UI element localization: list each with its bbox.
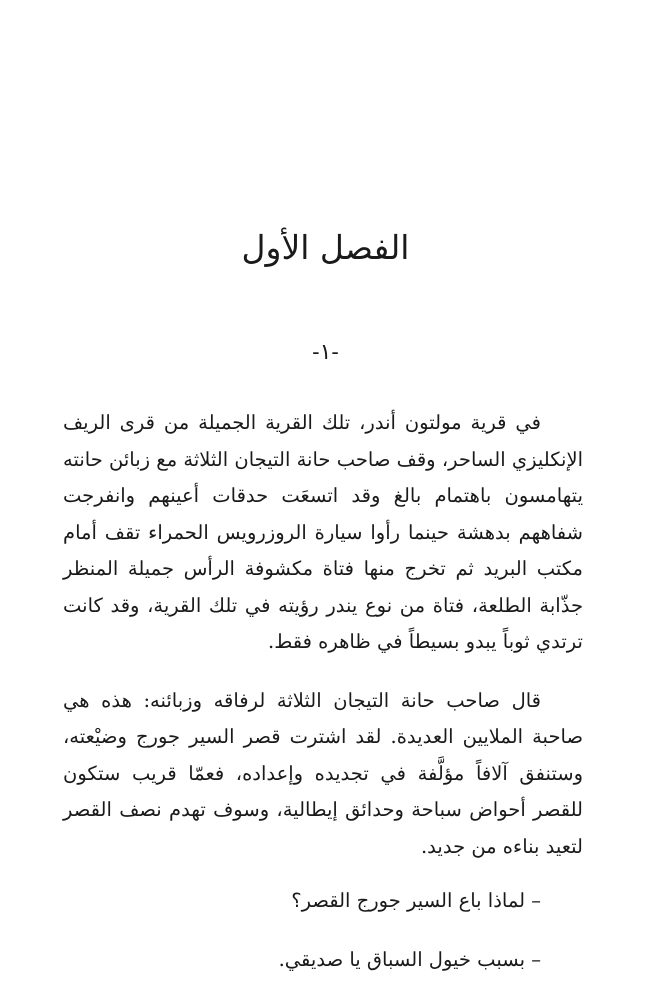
body-text (63, 405, 583, 978)
paragraph-1: في قرية مولتون أندر، تلك القرية الجميلة من قرى الريف الإنكليزي الساحر، وقف صاحب حانة التيجان الثلاثة مع زبائن حانته يتهامسون باهتمام بالغ وقد اتسعَت حدقات أعينهم وانفرجت شفاههم بدهشة حينما رأوا سيارة الروزرويس الحمراء تقف أمام مكتب البريد ثم تخرج منها فتاة مكشوفة الرأس جميلة المنظر جذّابة الطلعة، فتاة من نوع يندر رؤيته في تلك القرية، وقد كانت ترتدي ثوباً يبدو بسيطاً في ظاهره فقط. (63, 411, 583, 653)
dialogue-line-2: – بسبب خيول السباق يا صديقي. (278, 947, 541, 971)
chapter-title: الفصل الأول (241, 228, 410, 267)
section-number: -١- (312, 340, 339, 365)
paragraph-2: قال صاحب حانة التيجان الثلاثة لرفاقه وزبائنه: هذه هي صاحبة الملايين العديدة. لقد اشترت قصر السير جورج وضيْعته، وستنفق آلافاً مؤلَّفة في تجديده وإعداده، فعمّا قريب ستكون للقصر أحواض سباحة وحدائق إيطالية، وسوف تهدم نصف القصر لتعيد بناءه من جديد. (63, 688, 583, 858)
dialogue-line-1: – لماذا باع السير جورج القصر؟ (291, 889, 541, 912)
